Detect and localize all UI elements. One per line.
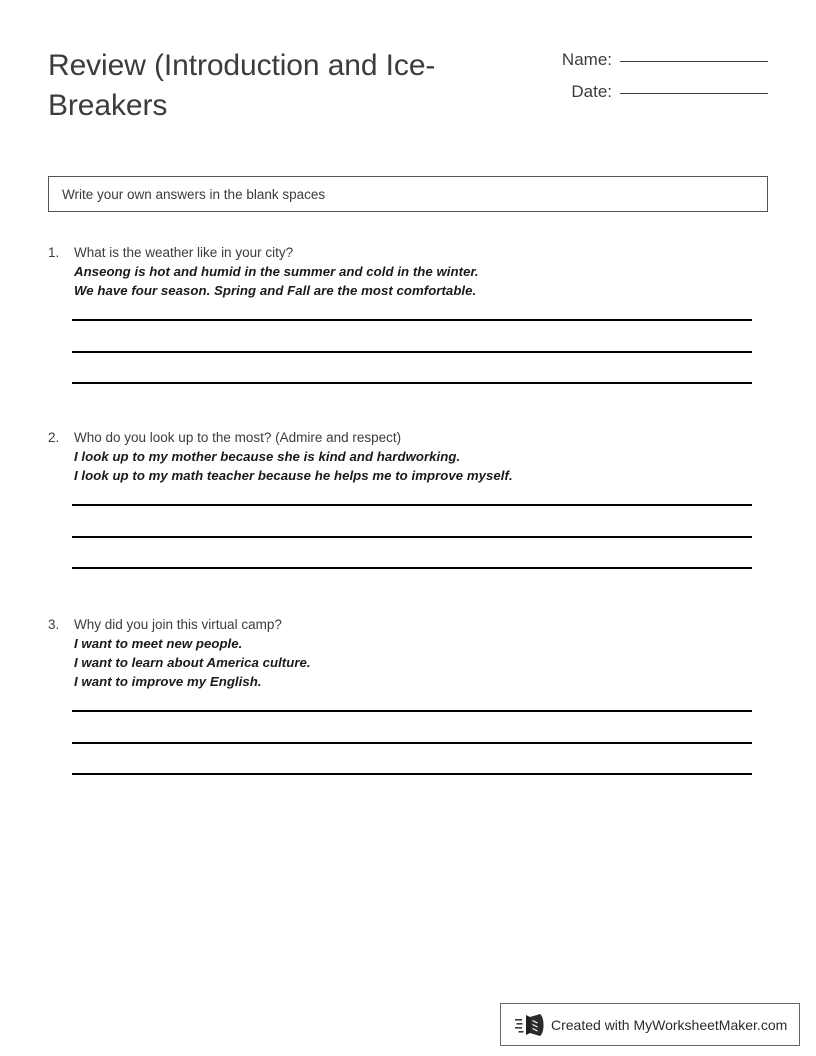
name-label: Name:: [561, 50, 612, 69]
question-text: Who do you look up to the most? (Admire and respect): [74, 430, 402, 445]
question-answer-text: We have four season. Spring and Fall are the most comfortable.: [74, 283, 477, 298]
question-body: [74, 615, 768, 691]
answer-write-line[interactable]: [72, 567, 752, 569]
question-answer-text: Anseong is hot and humid in the summer and cold in the winter.: [74, 264, 479, 279]
footer-watermark-text: Created with MyWorksheetMaker.com: [551, 1016, 788, 1033]
question-item: [48, 243, 768, 384]
answer-lines-group: [72, 300, 768, 384]
name-input-line[interactable]: [620, 61, 768, 62]
question-body: [74, 428, 768, 485]
answer-write-line[interactable]: [72, 536, 752, 538]
question-item: [48, 615, 768, 775]
question-number: 2.: [48, 430, 60, 445]
question-item: [48, 428, 768, 569]
date-label: Date:: [571, 82, 612, 101]
date-input-line[interactable]: [620, 93, 768, 94]
instruction-text: Write your own answers in the blank spaces: [62, 186, 326, 202]
answer-write-line[interactable]: [72, 351, 752, 353]
date-field-row: [546, 82, 768, 102]
worksheet-maker-logo-icon: [515, 1012, 545, 1038]
worksheet-header: [48, 44, 768, 126]
page-title: Review (Introduction and Ice-Breakers: [48, 49, 436, 122]
name-field-row: [546, 50, 768, 70]
question-number: 1.: [48, 245, 60, 260]
question-head: [48, 243, 768, 300]
question-text: What is the weather like in your city?: [74, 245, 294, 260]
name-date-block: [546, 44, 768, 114]
answer-write-line[interactable]: [72, 742, 752, 744]
question-text: Why did you join this virtual camp?: [74, 617, 282, 632]
question-answer-text: I want to meet new people.: [74, 636, 243, 651]
question-body: [74, 243, 768, 300]
answer-write-line[interactable]: [72, 382, 752, 384]
question-head: [48, 615, 768, 691]
question-answer-text: I look up to my math teacher because he helps me to improve myself.: [74, 468, 513, 483]
footer-watermark-badge[interactable]: [500, 1003, 800, 1046]
question-number: 3.: [48, 617, 60, 632]
answer-lines-group: [72, 691, 768, 775]
answer-write-line[interactable]: [72, 319, 752, 321]
question-answer-text: I want to improve my English.: [74, 674, 262, 689]
instruction-box: [48, 176, 768, 212]
question-answer-text: I want to learn about America culture.: [74, 655, 311, 670]
answer-write-line[interactable]: [72, 504, 752, 506]
answer-write-line[interactable]: [72, 773, 752, 775]
answer-write-line[interactable]: [72, 710, 752, 712]
answer-lines-group: [72, 485, 768, 569]
question-answer-text: I look up to my mother because she is kind and hardworking.: [74, 449, 461, 464]
question-head: [48, 428, 768, 485]
